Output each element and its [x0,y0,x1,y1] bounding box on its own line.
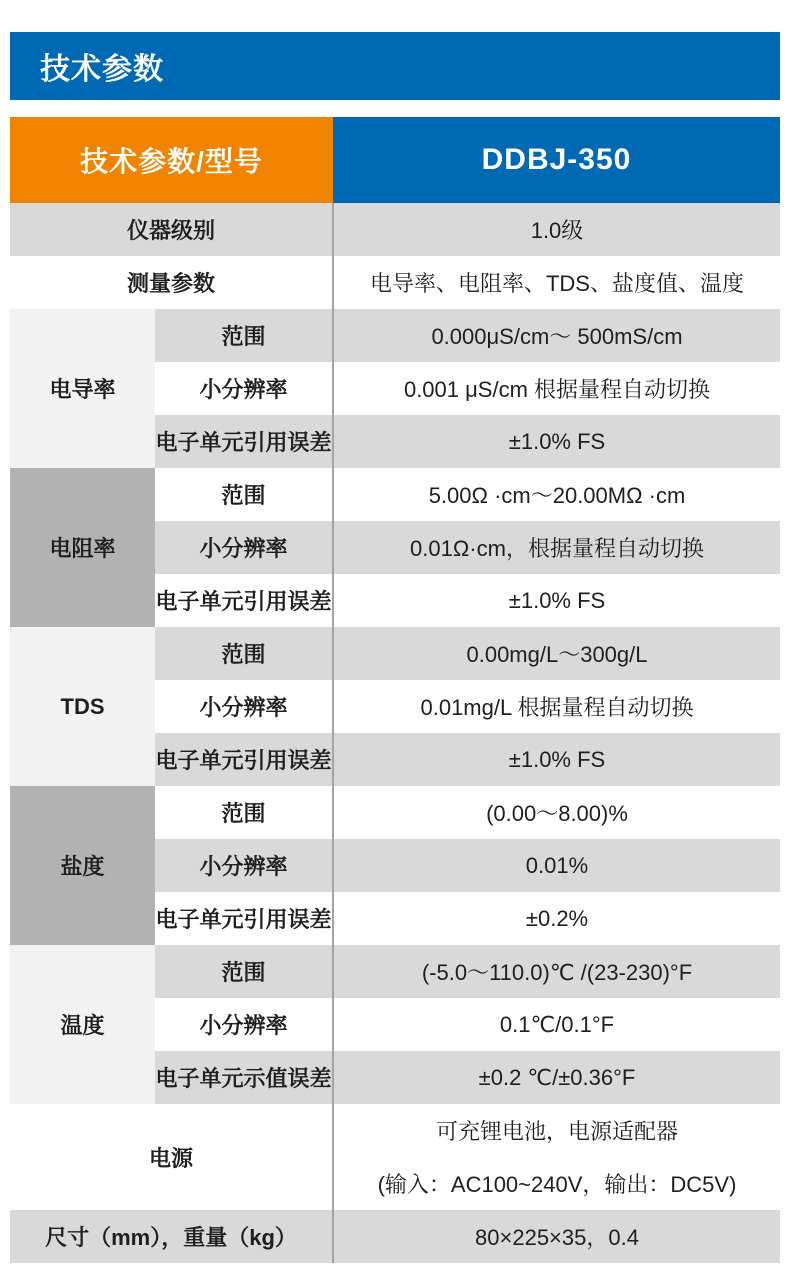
row-value: 0.01mg/L 根据量程自动切换 [333,680,780,733]
row-instrument-grade [10,203,780,256]
row-dimensions-weight [10,1210,780,1263]
row-power [10,1104,780,1210]
table-row [10,468,780,521]
group-label-tds: TDS [10,627,155,786]
row-label: 电子单元引用误差 [155,574,333,627]
group-label-resistivity: 电阻率 [10,468,155,627]
table-row [10,309,780,362]
row-label: 测量参数 [10,256,333,309]
row-label: 小分辨率 [155,521,333,574]
group-label-salinity: 盐度 [10,786,155,945]
row-value: ±0.2% [333,892,780,945]
row-value: ±1.0% FS [333,733,780,786]
row-measure-params [10,256,780,309]
row-label: 尺寸（mm），重量（kg） [10,1210,333,1263]
row-value: ±1.0% FS [333,415,780,468]
row-label: 小分辨率 [155,998,333,1051]
row-label: 范围 [155,309,333,362]
row-value: 0.1℃/0.1°F [333,998,780,1051]
group-label-conductivity: 电导率 [10,309,155,468]
row-label: 电源 [10,1104,333,1210]
table-header-param-model: 技术参数/型号 [10,117,333,203]
row-value: 电导率、电阻率、TDS、盐度值、温度 [333,256,780,309]
row-value: 0.00mg/L～300g/L [333,627,780,680]
row-value: (0.00～8.00)% [333,786,780,839]
table-row [10,786,780,839]
row-label: 仪器级别 [10,203,333,256]
row-value: 0.001 μS/cm 根据量程自动切换 [333,362,780,415]
row-value: ±0.2 ℃/±0.36°F [333,1051,780,1104]
row-value: 0.000μS/cm～ 500mS/cm [333,309,780,362]
table-header-model-value: DDBJ-350 [333,117,780,203]
row-label: 范围 [155,945,333,998]
row-label: 电子单元引用误差 [155,892,333,945]
section-title-bar [10,32,780,100]
table-header-row [10,117,780,203]
spec-table [10,117,780,1263]
table-row [10,627,780,680]
group-label-temperature: 温度 [10,945,155,1104]
row-label: 范围 [155,786,333,839]
row-label: 范围 [155,627,333,680]
row-value: ±1.0% FS [333,574,780,627]
row-value: 80×225×35，0.4 [333,1210,780,1263]
power-value-line-2: (输入：AC100~240V，输出：DC5V) [377,1172,737,1197]
row-label: 小分辨率 [155,362,333,415]
power-value-line-1: 可充锂电池，电源适配器 [435,1119,678,1144]
row-label: 电子单元引用误差 [155,733,333,786]
row-label: 小分辨率 [155,680,333,733]
row-value: 0.01Ω·cm，根据量程自动切换 [333,521,780,574]
row-label: 范围 [155,468,333,521]
section-title: 技术参数 [40,53,164,86]
row-value: (-5.0～110.0)℃ /(23-230)°F [333,945,780,998]
row-label: 电子单元引用误差 [155,415,333,468]
row-value: 5.00Ω ·cm～20.00MΩ ·cm [333,468,780,521]
row-label: 电子单元示值误差 [155,1051,333,1104]
row-value [333,1104,780,1210]
row-value: 0.01% [333,839,780,892]
row-label: 小分辨率 [155,839,333,892]
table-row [10,945,780,998]
row-value: 1.0级 [333,203,780,256]
